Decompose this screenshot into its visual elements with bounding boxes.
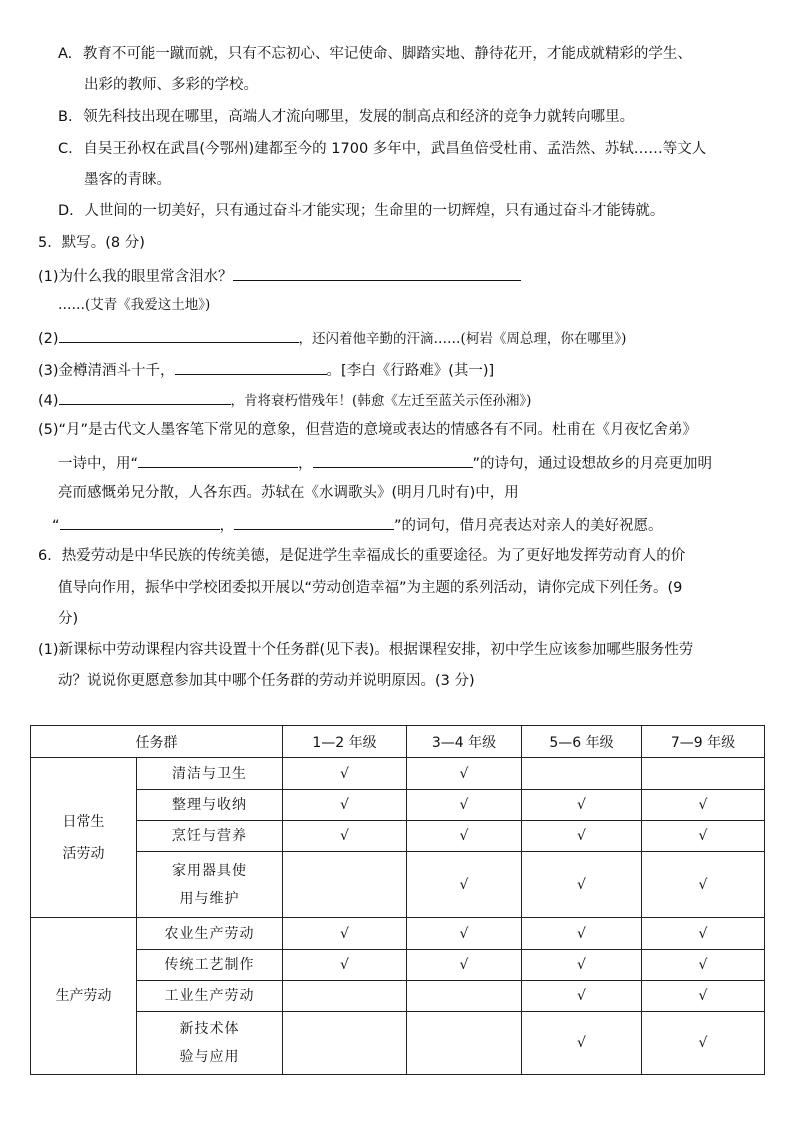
check-mark: √ bbox=[407, 790, 522, 821]
q5-4-prefix: (4) bbox=[38, 393, 59, 409]
check-mark: √ bbox=[522, 1012, 642, 1075]
check-mark bbox=[407, 1012, 522, 1075]
q5-3-prefix: (3)金樽清酒斗十千， bbox=[38, 363, 175, 379]
header-grade-5-6: 5—6 年级 bbox=[522, 726, 642, 758]
category-production: 生产劳动 bbox=[31, 918, 137, 1075]
q5-item-3 bbox=[38, 359, 494, 381]
question-6-line1: 6．热爱劳动是中华民族的传统美德，是促进学生幸福成长的重要途径。为了更好地发挥劳动育人的价 bbox=[38, 548, 686, 564]
table-row bbox=[31, 981, 765, 1012]
check-mark bbox=[283, 1012, 407, 1075]
question-5-title: 5．默写。(8 分) bbox=[38, 235, 145, 251]
header-grade-3-4: 3—4 年级 bbox=[407, 726, 522, 758]
q5-item-5-line3: 亮而感慨弟兄分散，人各东西。苏轼在《水调歌头》(明月几时有)中，用 bbox=[58, 485, 519, 501]
task-name: 整理与收纳 bbox=[137, 790, 283, 821]
check-mark: √ bbox=[283, 950, 407, 981]
task-name: 烹饪与营养 bbox=[137, 821, 283, 852]
task-name: 清洁与卫生 bbox=[137, 758, 283, 790]
q5-5-close-2: ”的词句，借月亮表达对亲人的美好祝愿。 bbox=[394, 518, 663, 534]
task-name: 农业生产劳动 bbox=[137, 918, 283, 950]
q5-5-blank-2[interactable] bbox=[313, 452, 473, 468]
q5-5-comma-2: ， bbox=[219, 518, 235, 534]
q5-5-open-2: “ bbox=[52, 518, 60, 534]
q5-5-blank-4[interactable] bbox=[234, 514, 394, 530]
q5-item-1 bbox=[38, 265, 521, 287]
check-mark: √ bbox=[407, 918, 522, 950]
option-b-letter: B. bbox=[58, 109, 73, 125]
question-6-line2: 值导向作用，振华中学校团委拟开展以“劳动创造幸福”为主题的系列活动，请你完成下列任务。(9 bbox=[58, 580, 683, 596]
question-6-sub1-line1: (1)新课标中劳动课程内容共设置十个任务群(见下表)。根据课程安排，初中学生应该参加哪些服务性劳 bbox=[38, 642, 694, 658]
option-a-text: 教育不可能一蹴而就，只有不忘初心、牢记使命、脚踏实地、静待花开，才能成就精彩的学生、 bbox=[82, 46, 692, 62]
check-mark: √ bbox=[283, 918, 407, 950]
table-header-row bbox=[31, 726, 765, 758]
check-mark: √ bbox=[283, 758, 407, 790]
check-mark bbox=[283, 852, 407, 918]
category-daily-life: 日常生 活劳动 bbox=[31, 758, 137, 918]
table-row bbox=[31, 758, 765, 790]
option-d bbox=[58, 201, 664, 221]
check-mark: √ bbox=[522, 950, 642, 981]
q5-2-text: ，还闪着他辛勤的汗滴……(柯岩《周总理，你在哪里》) bbox=[298, 331, 627, 347]
check-mark bbox=[522, 758, 642, 790]
option-c-continued: 墨客的青睐。 bbox=[84, 172, 171, 188]
check-mark bbox=[283, 981, 407, 1012]
q5-item-5-line1: (5)“月”是古代文人墨客笔下常见的意象，但营造的意境或表达的情感各有不同。杜甫在《月夜忆舍弟》 bbox=[38, 422, 698, 438]
option-b bbox=[58, 107, 634, 127]
table-row bbox=[31, 1012, 765, 1075]
option-c-text: 自吴王孙权在武昌(今鄂州)建都至今的 1700 多年中，武昌鱼倍受杜甫、孟浩然、苏轼……等文人 bbox=[83, 141, 707, 157]
option-d-letter: D. bbox=[58, 203, 74, 219]
header-grade-7-9: 7—9 年级 bbox=[642, 726, 765, 758]
q5-4-text: ，肯将衰朽惜残年！(韩愈《左迁至蓝关示侄孙湘》) bbox=[230, 393, 532, 409]
check-mark: √ bbox=[642, 950, 765, 981]
q5-5-comma: ， bbox=[298, 456, 313, 472]
q5-item-5-line2 bbox=[58, 452, 712, 474]
task-name: 新技术体 验与应用 bbox=[137, 1012, 283, 1075]
q5-1-prompt: (1)为什么我的眼里常含泪水？ bbox=[38, 269, 233, 285]
header-grade-1-2: 1—2 年级 bbox=[283, 726, 407, 758]
table-row bbox=[31, 950, 765, 981]
q5-2-blank[interactable] bbox=[59, 327, 299, 343]
check-mark: √ bbox=[642, 918, 765, 950]
check-mark: √ bbox=[407, 758, 522, 790]
question-6-line3: 分) bbox=[58, 611, 79, 627]
q5-2-prefix: (2) bbox=[38, 331, 59, 347]
check-mark: √ bbox=[407, 821, 522, 852]
q5-1-source: ……(艾青《我爱这土地》) bbox=[58, 297, 211, 313]
check-mark: √ bbox=[522, 918, 642, 950]
task-name: 工业生产劳动 bbox=[137, 981, 283, 1012]
check-mark: √ bbox=[407, 950, 522, 981]
table-row bbox=[31, 790, 765, 821]
check-mark: √ bbox=[642, 790, 765, 821]
table-row bbox=[31, 821, 765, 852]
check-mark bbox=[642, 758, 765, 790]
check-mark: √ bbox=[283, 821, 407, 852]
q5-5-close: ”的诗句，通过设想故乡的月亮更加明 bbox=[472, 456, 713, 472]
task-group-table bbox=[30, 725, 765, 1075]
option-a-letter: A. bbox=[58, 46, 73, 62]
option-a-continued: 出彩的教师、多彩的学校。 bbox=[84, 77, 258, 93]
check-mark bbox=[407, 981, 522, 1012]
option-a bbox=[58, 44, 692, 64]
q5-5-blank-1[interactable] bbox=[138, 452, 298, 468]
question-6-sub1-line2: 动？说说你更愿意参加其中哪个任务群的劳动并说明原因。(3 分) bbox=[58, 673, 475, 689]
option-c-letter: C. bbox=[58, 141, 73, 157]
q5-item-5-line4 bbox=[52, 514, 663, 536]
task-name: 家用器具使 用与维护 bbox=[137, 852, 283, 918]
task-name: 传统工艺制作 bbox=[137, 950, 283, 981]
check-mark: √ bbox=[642, 981, 765, 1012]
check-mark: √ bbox=[283, 790, 407, 821]
check-mark: √ bbox=[522, 790, 642, 821]
header-task-group: 任务群 bbox=[31, 726, 283, 758]
check-mark: √ bbox=[522, 852, 642, 918]
check-mark: √ bbox=[642, 821, 765, 852]
q5-item-4 bbox=[38, 389, 531, 411]
q5-5-open: 一诗中，用“ bbox=[58, 456, 139, 472]
check-mark: √ bbox=[642, 1012, 765, 1075]
q5-item-2 bbox=[38, 327, 626, 349]
check-mark: √ bbox=[642, 852, 765, 918]
table-row bbox=[31, 918, 765, 950]
table-row bbox=[31, 852, 765, 918]
q5-3-blank[interactable] bbox=[175, 359, 327, 375]
option-d-text: 人世间的一切美好，只有通过奋斗才能实现；生命里的一切辉煌，只有通过奋斗才能铸就。 bbox=[84, 203, 665, 219]
q5-5-blank-3[interactable] bbox=[60, 514, 220, 530]
option-b-text: 领先科技出现在哪里，高端人才流向哪里，发展的制高点和经济的竞争力就转向哪里。 bbox=[83, 109, 635, 125]
q5-3-text: 。[李白《行路难》(其一)] bbox=[326, 363, 495, 379]
check-mark: √ bbox=[407, 852, 522, 918]
check-mark: √ bbox=[522, 821, 642, 852]
q5-4-blank[interactable] bbox=[59, 389, 231, 405]
q5-1-blank[interactable] bbox=[233, 265, 521, 281]
option-c bbox=[58, 139, 706, 159]
check-mark: √ bbox=[522, 981, 642, 1012]
